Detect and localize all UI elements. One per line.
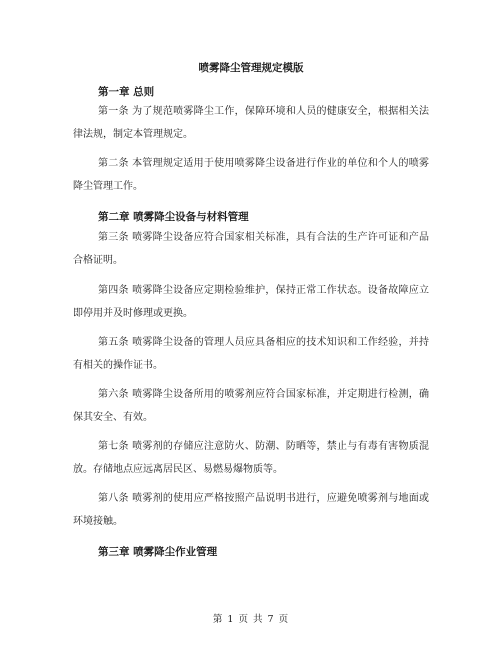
article-4-paragraph: 第四条 喷雾降尘设备应定期检验维护，保持正常工作状态。设备故障应立即停用并及时修理或更换。 <box>73 285 429 319</box>
chapter-2-heading: 第二章 喷雾降尘设备与材料管理 <box>98 211 249 223</box>
document-title: 喷雾降尘管理规定模版 <box>198 62 304 74</box>
article-3-paragraph: 第三条 喷雾降尘设备应符合国家相关标准，具有合法的生产许可证和产品合格证明。 <box>73 232 429 266</box>
chapter-3-heading: 第三章 喷雾降尘作业管理 <box>98 546 218 558</box>
article-6-paragraph: 第六条 喷雾降尘设备所用的喷雾剂应符合国家标准，并定期进行检测，确保其安全、有效。 <box>73 389 429 423</box>
article-1-paragraph: 第一条 为了规范喷雾降尘工作，保障环境和人员的健康安全，根据相关法律法规，制定本管理规定。 <box>73 106 429 140</box>
article-5-paragraph: 第五条 喷雾降尘设备的管理人员应具备相应的技术知识和工作经验，并持有相关的操作证书。 <box>73 337 429 371</box>
article-2-paragraph: 第二条 本管理规定适用于使用喷雾降尘设备进行作业的单位和个人的喷雾降尘管理工作。 <box>73 158 429 192</box>
chapter-1-heading: 第一章 总则 <box>98 86 155 98</box>
page-footer: 第 1 页 共 7 页 <box>212 614 290 625</box>
article-8-paragraph: 第八条 喷雾剂的使用应严格按照产品说明书进行，应避免喷雾剂与地面或环境接触。 <box>73 493 429 527</box>
article-7-paragraph: 第七条 喷雾剂的存储应注意防火、防潮、防晒等，禁止与有毒有害物质混放。存储地点应远离居民区、易燃易爆物质等。 <box>73 441 429 475</box>
